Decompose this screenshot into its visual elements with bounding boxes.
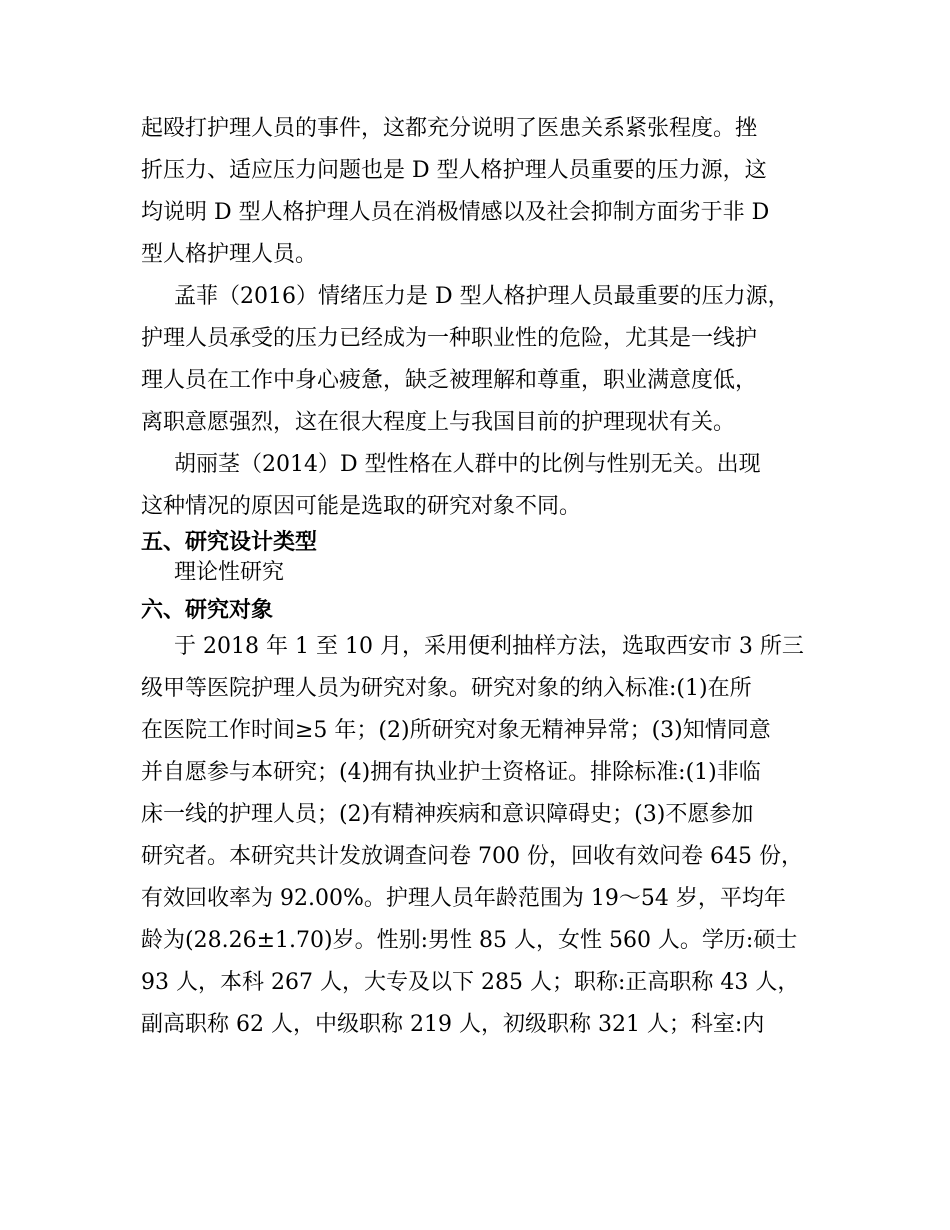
paragraph-3 bbox=[141, 444, 846, 528]
section-text: 理论性研究 bbox=[174, 560, 285, 585]
paragraph-line: 护理人员承受的压力已经成为一种职业性的危险，尤其是一线护 bbox=[141, 326, 758, 351]
paragraph-line: 级甲等医院护理人员为研究对象。研究对象的纳入标准:(1)在所 bbox=[141, 676, 752, 701]
paragraph-line: 床一线的护理人员；(2)有精神疾病和意识障碍史；(3)不愿参加 bbox=[141, 802, 754, 827]
paragraph-2 bbox=[141, 276, 846, 444]
paragraph-line: 这种情况的原因可能是选取的研究对象不同。 bbox=[141, 494, 582, 519]
paragraph-line: 副高职称 62 人，中级职称 219 人，初级职称 321 人；科室:内 bbox=[141, 1012, 765, 1037]
paragraph-line: 离职意愿强烈，这在很大程度上与我国目前的护理现状有关。 bbox=[141, 410, 736, 435]
section-heading: 六、研究对象 bbox=[141, 598, 274, 623]
paragraph-line: 在医院工作时间≥5 年；(2)所研究对象无精神异常；(3)知情同意 bbox=[141, 718, 771, 743]
paragraph-line: 理人员在工作中身心疲惫，缺乏被理解和尊重，职业满意度低， bbox=[141, 368, 758, 393]
paragraph-line: 于 2018 年 1 至 10 月，采用便利抽样方法，选取西安市 3 所三 bbox=[174, 634, 804, 659]
section-heading: 五、研究设计类型 bbox=[141, 530, 318, 555]
paragraph-line: 龄为(28.26±1.70)岁。性别:男性 85 人，女性 560 人。学历:硕士 bbox=[141, 928, 798, 953]
paragraph-1 bbox=[141, 108, 846, 276]
paragraph-line: 有效回收率为 92.00%。护理人员年龄范围为 19～54 岁，平均年 bbox=[141, 886, 786, 911]
paragraph-line: 93 人，本科 267 人，大专及以下 285 人；职称:正高职称 43 人， bbox=[141, 970, 800, 995]
spacer bbox=[141, 588, 846, 596]
paragraph-line: 起殴打护理人员的事件，这都充分说明了医患关系紧张程度。挫 bbox=[141, 116, 758, 141]
paragraph-line: 均说明 D 型人格护理人员在消极情感以及社会抑制方面劣于非 D bbox=[141, 200, 770, 225]
paragraph-line: 型人格护理人员。 bbox=[141, 242, 318, 267]
paragraph-line: 胡丽茎（2014）D 型性格在人群中的比例与性别无关。出现 bbox=[174, 452, 761, 477]
document-page bbox=[141, 108, 846, 1046]
paragraph-line: 并自愿参与本研究；(4)拥有执业护士资格证。排除标准:(1)非临 bbox=[141, 760, 761, 785]
paragraph-line: 研究者。本研究共计发放调查问卷 700 份，回收有效问卷 645 份， bbox=[141, 844, 803, 869]
paragraph-line: 折压力、适应压力问题也是 D 型人格护理人员重要的压力源，这 bbox=[141, 158, 767, 183]
paragraph-line: 孟菲（2016）情绪压力是 D 型人格护理人员最重要的压力源， bbox=[174, 284, 790, 309]
paragraph-research-subjects bbox=[141, 626, 846, 1046]
